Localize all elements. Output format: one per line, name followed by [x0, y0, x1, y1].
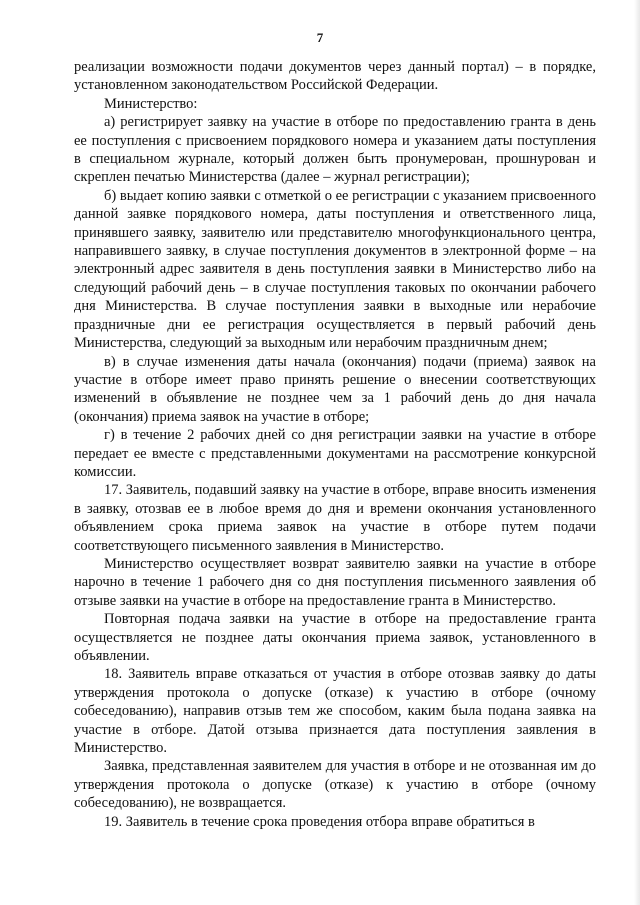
paragraph-clause-17: 17. Заявитель, подавший заявку на участие в отборе, вправе вносить изменения в заявку, отозвав ее в любое время до дня и времени окончания установленного объявлением срока приема заявок на участие в отборе путем подачи соответствующего письменного заявления в Министерство. — [74, 482, 596, 554]
paragraph-item-g: г) в течение 2 рабочих дней со дня регистрации заявки на участие в отборе передает ее вместе с представленными документами на рассмотрение конкурсной комиссии. — [74, 427, 596, 480]
paragraph-item-b: б) выдает копию заявки с отметкой о ее регистрации с указанием присвоенного данной заявке порядкового номера, даты поступления и ответственного лица, принявшего заявку, заявителю или представителю многофункционального центра, направившего заявку, в случае поступления документов в электронной форме – на электронный адрес заявителя в день поступления заявки в Министерство либо на следующий рабочий день – в случае поступления таковых по окончании рабочего дня Министерства. В случае поступления заявки в выходные или нерабочие праздничные дни ее регистрация осуществляется в первый рабочий день Министерства, следующий за выходным или нерабочим праздничным днем; — [74, 187, 596, 352]
paragraph-return-of-application: Министерство осуществляет возврат заявителю заявки на участие в отборе нарочно в течение 1 рабочего дня со дня поступления письменного заявления об отзыве заявки на участие в отборе на предоставление гранта в Министерство. — [74, 555, 596, 609]
page-edge-shadow — [634, 0, 640, 905]
paragraph-clause-18: 18. Заявитель вправе отказаться от участия в отборе отозвав заявку до даты утверждения протокола о допуске (отказе) к участию в отборе (очному собеседованию), направив отзыв тем же способом, каким была подана заявка на участие в отборе. Датой отзыва признается дата поступления заявления в Министерство. — [74, 666, 596, 757]
paragraph-clause-19: 19. Заявитель в течение срока проведения отбора вправе обратиться в — [104, 813, 535, 830]
paragraph-item-a: а) регистрирует заявку на участие в отборе по предоставлению гранта в день ее поступления с присвоением порядкового номера и указанием даты поступления в специальном журнале, который должен быть пронумерован, прошнурован и скреплен печатью Министерства (далее – журнал регистрации); — [74, 114, 596, 186]
paragraph-ministry-heading: Министерство: — [104, 95, 198, 112]
document-body — [74, 58, 596, 831]
page-number: 7 — [316, 30, 324, 45]
paragraph-not-returned: Заявка, представленная заявителем для участия в отборе и не отозванная им до утверждения протокола о допуске (отказе) к участию в отборе (очному собеседованию), не возвращается. — [74, 758, 596, 812]
paragraph-resubmission: Повторная подача заявки на участие в отборе на предоставление гранта осуществляется не позднее даты окончания приема заявок, установленного в объявлении. — [74, 611, 596, 664]
paragraph-continuation: реализации возможности подачи документов через данный портал) – в порядке, установленном законодательством Российской Федерации. — [74, 59, 596, 94]
paragraph-item-v: в) в случае изменения даты начала (окончания) подачи (приема) заявок на участие в отборе имеет право принять решение о внесении соответствующих изменений в объявление не позднее чем за 1 рабочий день до дня начала (окончания) приема заявок на участие в отборе; — [74, 353, 596, 425]
